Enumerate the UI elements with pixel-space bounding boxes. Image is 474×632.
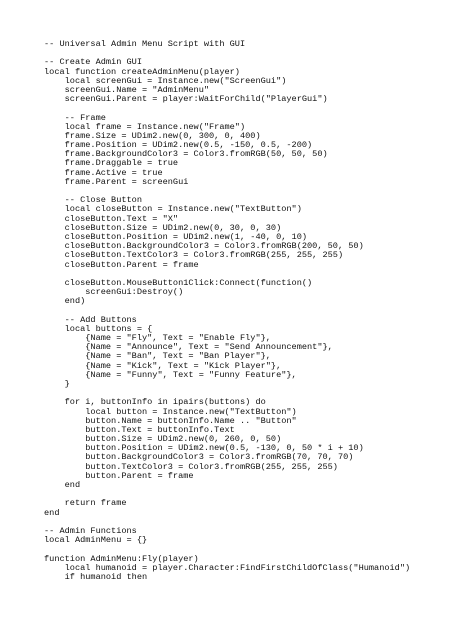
code-line: -- Universal Admin Menu Script with GUI xyxy=(44,39,246,49)
code-line: button.Size = UDim2.new(0, 260, 0, 50) xyxy=(44,434,282,445)
code-line: closeButton.BackgroundColor3 = Color3.fromRGB(200, 50, 50) xyxy=(44,241,364,252)
code-line: frame.Position = UDim2.new(0.5, -150, 0.5, -200) xyxy=(44,140,313,151)
code-line: return frame xyxy=(44,498,127,509)
code-line: end xyxy=(44,480,81,490)
code-line: button.Position = UDim2.new(0.5, -130, 0, 50 * i + 10) xyxy=(44,443,364,454)
code-line: end xyxy=(44,507,60,518)
code-line: {Name = "Announce", Text = "Send Announcement"}, xyxy=(44,342,333,353)
code-line: local closeButton = Instance.new("TextButton") xyxy=(44,204,302,215)
code-line: button.Name = buttonInfo.Name .. "Button" xyxy=(44,415,297,426)
code-line: local button = Instance.new("TextButton") xyxy=(44,406,297,417)
code-line: frame.Size = UDim2.new(0, 300, 0, 400) xyxy=(44,130,261,141)
code-block xyxy=(44,40,410,582)
code-line: button.Text = buttonInfo.Text xyxy=(44,424,235,435)
code-line: frame.BackgroundColor3 = Color3.fromRGB(50, 50, 50) xyxy=(44,149,328,160)
code-line: for i, buttonInfo in ipairs(buttons) do xyxy=(44,397,266,408)
code-line: -- Create Admin GUI xyxy=(44,57,142,68)
code-line: button.Parent = frame xyxy=(44,470,194,481)
code-line: function AdminMenu:Fly(player) xyxy=(44,553,199,564)
code-line: closeButton.TextColor3 = Color3.fromRGB(255, 255, 255) xyxy=(44,250,344,261)
code-line: local humanoid = player.Character:FindFirstChildOfClass("Humanoid") xyxy=(44,562,411,573)
code-line: closeButton.Parent = frame xyxy=(44,259,199,270)
code-line: local function createAdminMenu(player) xyxy=(44,66,240,77)
code-line: } xyxy=(44,378,70,389)
code-line: closeButton.Position = UDim2.new(1, -40, 0, 10) xyxy=(44,231,308,242)
code-line: -- Close Button xyxy=(44,195,142,206)
code-line: screenGui:Destroy() xyxy=(44,287,184,298)
code-line: closeButton.Size = UDim2.new(0, 30, 0, 30) xyxy=(44,222,282,233)
code-line: end) xyxy=(44,296,86,307)
code-line: if humanoid then xyxy=(44,571,148,582)
code-line: button.BackgroundColor3 = Color3.fromRGB(70, 70, 70) xyxy=(44,452,354,463)
code-line: -- Frame xyxy=(44,112,106,123)
code-line: closeButton.MouseButton1Click:Connect(function() xyxy=(44,277,313,288)
code-line: {Name = "Kick", Text = "Kick Player"}, xyxy=(44,360,282,371)
code-line: -- Admin Functions xyxy=(44,525,137,536)
code-line: local screenGui = Instance.new("ScreenGui") xyxy=(44,75,287,86)
code-line: button.TextColor3 = Color3.fromRGB(255, 255, 255) xyxy=(44,461,338,472)
code-line: {Name = "Fly", Text = "Enable Fly"}, xyxy=(44,333,271,343)
code-line: frame.Active = true xyxy=(44,167,163,178)
code-line: closeButton.Text = "X" xyxy=(44,213,179,224)
code-line: screenGui.Parent = player:WaitForChild("PlayerGui") xyxy=(44,94,328,105)
code-line: local AdminMenu = {} xyxy=(44,535,148,546)
code-line: local frame = Instance.new("Frame") xyxy=(44,121,246,132)
code-line: {Name = "Ban", Text = "Ban Player"}, xyxy=(44,351,271,362)
code-line: frame.Parent = screenGui xyxy=(44,176,189,187)
code-line: local buttons = { xyxy=(44,323,153,334)
code-line: {Name = "Funny", Text = "Funny Feature"}, xyxy=(44,369,297,380)
code-line: frame.Draggable = true xyxy=(44,158,179,169)
code-line: screenGui.Name = "AdminMenu" xyxy=(44,84,210,95)
code-line: -- Add Buttons xyxy=(44,314,137,325)
